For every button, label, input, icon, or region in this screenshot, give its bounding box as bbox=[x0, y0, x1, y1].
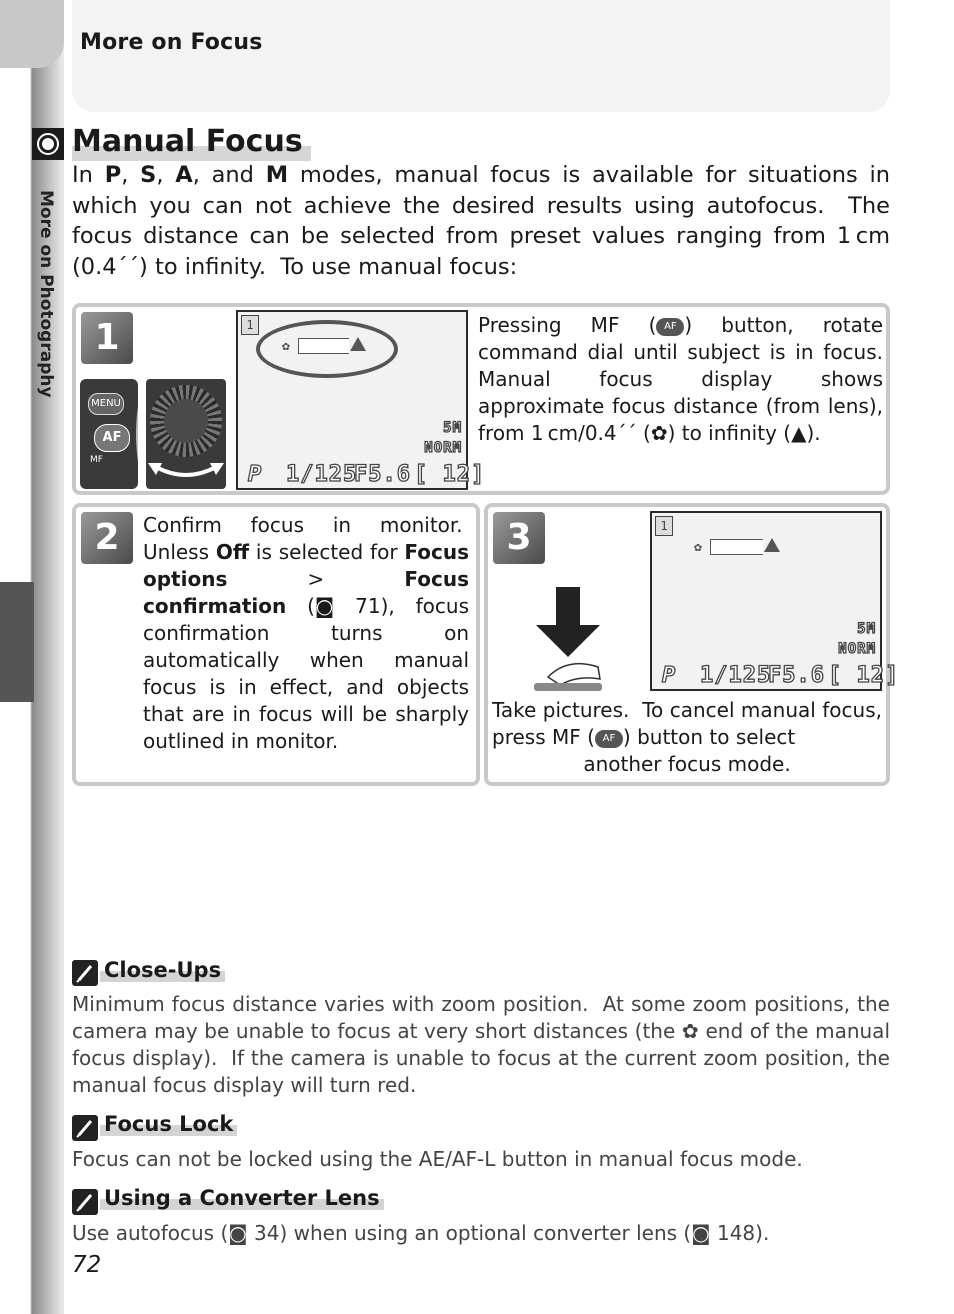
af-button-icon: AF bbox=[656, 318, 684, 336]
intro-paragraph: In P, S, A, and M modes, manual focus is available for situations in which you can not achieve the desired results using autofocus. The focus distance can be selected from preset values ranging from 1 cm (0.4´´) to infinity. To use manual focus: bbox=[72, 162, 890, 280]
note-body-focus-lock: Focus can not be locked using the AE/AF-L button in manual focus mode. bbox=[72, 1147, 803, 1171]
mf-label: MF bbox=[90, 455, 103, 465]
shutter-speed: 1/125 bbox=[286, 462, 358, 487]
image-size: 5M bbox=[443, 420, 462, 436]
camera-buttons-illustration bbox=[80, 379, 138, 489]
image-quality: NORM bbox=[838, 641, 876, 657]
shooting-mode: P bbox=[662, 663, 677, 688]
dial-icon bbox=[150, 385, 222, 457]
rotate-arrow-icon bbox=[148, 459, 224, 487]
shooting-mode: P bbox=[248, 462, 263, 487]
reference-icon: ◙ bbox=[691, 1221, 711, 1245]
step-1-number: 1 bbox=[81, 312, 133, 364]
af-button-icon: AF bbox=[94, 424, 130, 452]
macro-icon: ✿ bbox=[694, 540, 702, 555]
frame-icon: 1 bbox=[241, 315, 259, 335]
step-1-panel bbox=[72, 303, 890, 495]
infinity-icon bbox=[350, 337, 366, 351]
shutter-speed: 1/125 bbox=[700, 663, 772, 688]
lens-icon bbox=[32, 128, 64, 160]
exposures-remaining: [ 12] bbox=[414, 462, 486, 487]
frame-icon: 1 bbox=[655, 516, 673, 536]
reference-icon: ◙ bbox=[228, 1221, 248, 1245]
note-icon bbox=[72, 1189, 98, 1215]
macro-icon: ✿ bbox=[282, 339, 290, 354]
macro-icon: ✿ bbox=[650, 421, 668, 445]
step-2-panel bbox=[72, 503, 480, 786]
step-2-number: 2 bbox=[81, 512, 133, 564]
chapter-tab bbox=[0, 582, 34, 702]
note-body-close-ups: Minimum focus distance varies with zoom position. At some zoom positions, the camera may be unable to focus at very short distances (the ✿ end of the manual focus display). If the camera is unable to focus at the current zoom position, the manual focus display will turn red. bbox=[72, 992, 890, 1097]
macro-icon: ✿ bbox=[681, 1019, 699, 1043]
step-1-text: Pressing MF ( AF ) button, rotate command dial until subject is in focus. Manual focus display shows approximate focus distance (from lens), from 1 cm/0.4´´ (✿) to infinity (▲). bbox=[478, 313, 884, 445]
corner-tab bbox=[0, 0, 64, 68]
page-number: 72 bbox=[72, 1252, 102, 1278]
focus-distance-bar bbox=[298, 338, 349, 354]
note-icon bbox=[72, 960, 98, 986]
image-quality: NORM bbox=[424, 440, 462, 456]
step-3-number: 3 bbox=[493, 512, 545, 564]
image-size: 5M bbox=[857, 621, 876, 637]
focus-distance-bar bbox=[710, 539, 763, 555]
mountain-icon: ▲ bbox=[791, 421, 807, 445]
note-title-close-ups: Close-Ups bbox=[100, 958, 225, 982]
monitor-display-1 bbox=[236, 310, 486, 490]
menu-button-icon: MENU bbox=[88, 393, 124, 415]
sidebar-title: More on Photography bbox=[36, 190, 56, 398]
reference-icon: ◙ bbox=[314, 594, 335, 618]
aperture: F5.6 bbox=[768, 663, 825, 688]
step-2-text: Confirm focus in monitor. Unless Off is selected for Focus options > Focus confirmation (◙ 71), focus confirmation turns on automatically when manual focus is in effect, and objects that are in focus will be sharply outlined in monitor. bbox=[143, 513, 469, 753]
note-title-converter-lens: Using a Converter Lens bbox=[100, 1186, 384, 1210]
command-dial-illustration bbox=[146, 379, 226, 489]
step-3-text: Take pictures. To cancel manual focus, press MF ( AF ) button to select another focus mode. bbox=[492, 698, 882, 776]
section-header: More on Focus bbox=[80, 30, 263, 55]
page-title: Manual Focus bbox=[72, 124, 311, 161]
header-box bbox=[72, 0, 890, 112]
note-body-converter-lens: Use autofocus (◙ 34) when using an optional converter lens (◙ 148). bbox=[72, 1221, 770, 1245]
aperture: F5.6 bbox=[354, 462, 411, 487]
af-button-icon: AF bbox=[595, 730, 623, 748]
infinity-icon bbox=[764, 538, 780, 552]
note-title-focus-lock: Focus Lock bbox=[100, 1112, 237, 1136]
shutter-press-illustration bbox=[528, 587, 608, 697]
monitor-display-2 bbox=[650, 511, 900, 691]
note-icon bbox=[72, 1115, 98, 1141]
exposures-remaining: [ 12] bbox=[828, 663, 900, 688]
step-3-panel bbox=[484, 503, 900, 786]
